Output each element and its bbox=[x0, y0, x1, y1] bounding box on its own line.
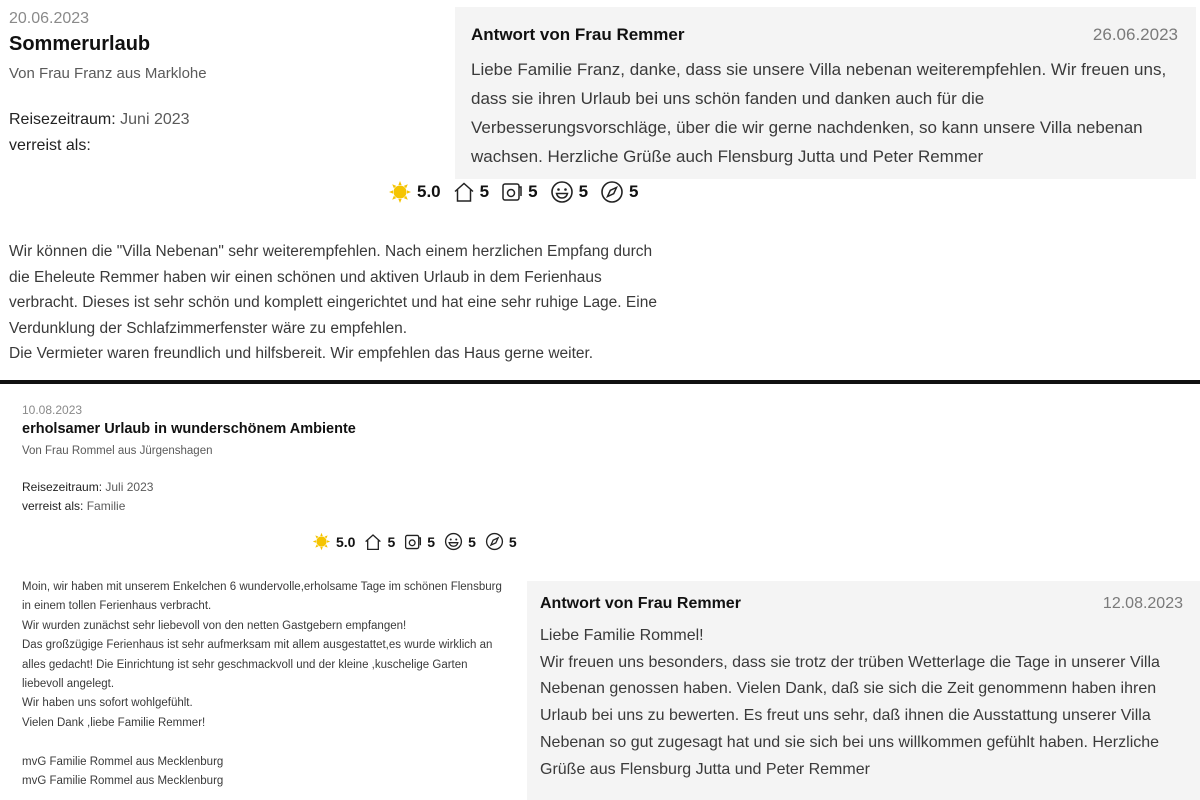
rating-host-value: 5 bbox=[468, 533, 476, 550]
compass-icon bbox=[485, 532, 504, 551]
rating-overall bbox=[312, 532, 355, 551]
house-icon bbox=[453, 181, 475, 203]
rating-cleanliness-value: 5 bbox=[427, 533, 436, 550]
house-icon bbox=[364, 533, 382, 551]
rating-location bbox=[600, 180, 638, 204]
divider bbox=[0, 380, 1200, 384]
rating-cleanliness bbox=[404, 533, 435, 551]
reply-text: Liebe Familie Franz, danke, dass sie unsere Villa nebenan weiterempfehlen. Wir freuen uns, dass sie ihren Urlaub bei uns schön fanden und danken auch für die Verbesserungsvorschläge, über die wir gerne nachdenken, so kann unsere Villa nebenan wachsen. Herzliche Grüße auch Flensburg Jutta und Peter Remmer bbox=[471, 60, 1167, 166]
travel-period-value: Juli 2023 bbox=[105, 480, 154, 494]
rating-cleanliness bbox=[501, 181, 537, 203]
review-author: Von Frau Franz aus Marklohe bbox=[9, 65, 207, 82]
reply-text-line: Urlaub bei uns zu bewerten. Es freut uns sehr, daß ihnen die Ausstattung unserer Villa bbox=[540, 707, 1151, 725]
review-text-line: mvG Familie Rommel aus Mecklenburg bbox=[22, 755, 224, 768]
review-text-line: Wir haben uns sofort wohlgefühlt. bbox=[22, 697, 193, 710]
review-text-line: Verdunklung der Schlafzimmerfenster wäre zu empfehlen. bbox=[9, 319, 408, 337]
rating-cleanliness-value: 5 bbox=[528, 182, 538, 201]
review-date: 10.08.2023 bbox=[22, 403, 83, 417]
review-title: Sommerurlaub bbox=[9, 33, 151, 55]
reply-title: Antwort von Frau Remmer bbox=[471, 25, 685, 44]
reply-text-line: Wir freuen uns besonders, dass sie trotz der trüben Wetterlage die Tage in unserer Villa bbox=[540, 653, 1160, 671]
review-text-line: Wir wurden zunächst sehr liebevoll von den netten Gastgebern empfangen! bbox=[22, 619, 407, 632]
review-text bbox=[9, 239, 669, 367]
review-date: 20.06.2023 bbox=[9, 10, 90, 27]
smiley-icon bbox=[444, 532, 463, 551]
review-text-line: Das großzügige Ferienhaus ist sehr aufmerksam mit allem ausgestattet,es wurde wirklich an bbox=[22, 639, 493, 652]
travel-period-label: Reisezeitraum: bbox=[9, 111, 116, 128]
travel-type-label: verreist als: bbox=[22, 499, 84, 513]
reply-text-line: Liebe Familie Rommel! bbox=[540, 627, 704, 644]
cleaning-icon bbox=[404, 533, 422, 551]
review-text-line: liebevoll angelegt. bbox=[22, 677, 115, 690]
travel-period-value: Juni 2023 bbox=[120, 111, 190, 128]
rating-location-value: 5 bbox=[508, 533, 517, 550]
rating-host bbox=[550, 180, 588, 204]
smiley-icon bbox=[550, 180, 574, 204]
sun-icon bbox=[312, 532, 331, 551]
reply-text-line: Grüße aus Flensburg Jutta und Peter Remmer bbox=[540, 760, 870, 778]
rating-house bbox=[364, 533, 395, 551]
review-text-line: Wir können die "Villa Nebenan" sehr weiterempfehlen. Nach einem herzlichen Empfang durch bbox=[9, 243, 653, 260]
reply-text-line: Nebenan so gut zugesagt hat und sie sich bei uns willkommen gefühlt haben. Herzliche bbox=[540, 733, 1160, 751]
rating-overall-value: 5.0 bbox=[417, 182, 441, 201]
rating-overall bbox=[388, 180, 441, 204]
rating-location-value: 5 bbox=[629, 182, 639, 201]
review-text-line: Die Vermieter waren freundlich und hilfsbereit. Wir empfehlen das Haus gerne weiter. bbox=[9, 345, 594, 362]
review-text-line bbox=[22, 733, 522, 752]
review-text bbox=[22, 578, 522, 791]
compass-icon bbox=[600, 180, 624, 204]
review-title: erholsamer Urlaub in wunderschönem Ambiente bbox=[22, 421, 356, 437]
review-text-line: verbracht. Dieses ist sehr schön und komplett eingerichtet und hat eine sehr ruhige Lage. Eine bbox=[9, 294, 657, 311]
review-text-line: Vielen Dank ,liebe Familie Remmer! bbox=[22, 716, 206, 729]
travel-type bbox=[9, 137, 91, 155]
review-text-line: mvG Familie Rommel aus Mecklenburg bbox=[22, 774, 224, 787]
reply-title: Antwort von Frau Remmer bbox=[540, 595, 741, 612]
rating-overall-value: 5.0 bbox=[336, 533, 356, 550]
travel-type-value: Familie bbox=[86, 499, 126, 513]
rating-house-value: 5 bbox=[479, 182, 490, 201]
travel-type bbox=[22, 499, 125, 513]
cleaning-icon bbox=[501, 181, 523, 203]
reply-date: 26.06.2023 bbox=[1092, 25, 1178, 44]
review-text-line: alles gedacht! Die Einrichtung ist sehr geschmackvoll und der kleine ,kuschelige Garten bbox=[22, 658, 468, 671]
review-text-line: Moin, wir haben mit unserem Enkelchen 6 wundervolle,erholsame Tage im schönen Flensburg bbox=[22, 581, 502, 593]
reply-text bbox=[540, 623, 1183, 783]
sun-icon bbox=[388, 180, 412, 204]
travel-period bbox=[9, 111, 190, 129]
review-author: Von Frau Rommel aus Jürgenshagen bbox=[22, 445, 213, 457]
review-text-line: in einem tollen Ferienhaus verbracht. bbox=[22, 600, 212, 613]
travel-period bbox=[22, 480, 153, 494]
reply-date: 12.08.2023 bbox=[1102, 595, 1183, 612]
owner-reply bbox=[455, 7, 1196, 179]
owner-reply bbox=[527, 581, 1200, 800]
travel-period-label: Reisezeitraum: bbox=[22, 480, 103, 494]
rating-house bbox=[453, 181, 489, 203]
rating-host-value: 5 bbox=[578, 182, 589, 201]
rating-bar bbox=[388, 180, 651, 204]
rating-house-value: 5 bbox=[387, 533, 396, 550]
rating-location bbox=[485, 532, 517, 551]
reply-text-line: Nebenan genossen haben. Vielen Dank, daß sie sich die Zeit genommenn haben ihren bbox=[540, 680, 1157, 698]
travel-type-label: verreist als: bbox=[9, 137, 91, 154]
review-text-line: die Eheleute Remmer haben wir einen schönen und aktiven Urlaub in dem Ferienhaus bbox=[9, 268, 602, 286]
rating-bar bbox=[312, 532, 526, 551]
rating-host bbox=[444, 532, 476, 551]
